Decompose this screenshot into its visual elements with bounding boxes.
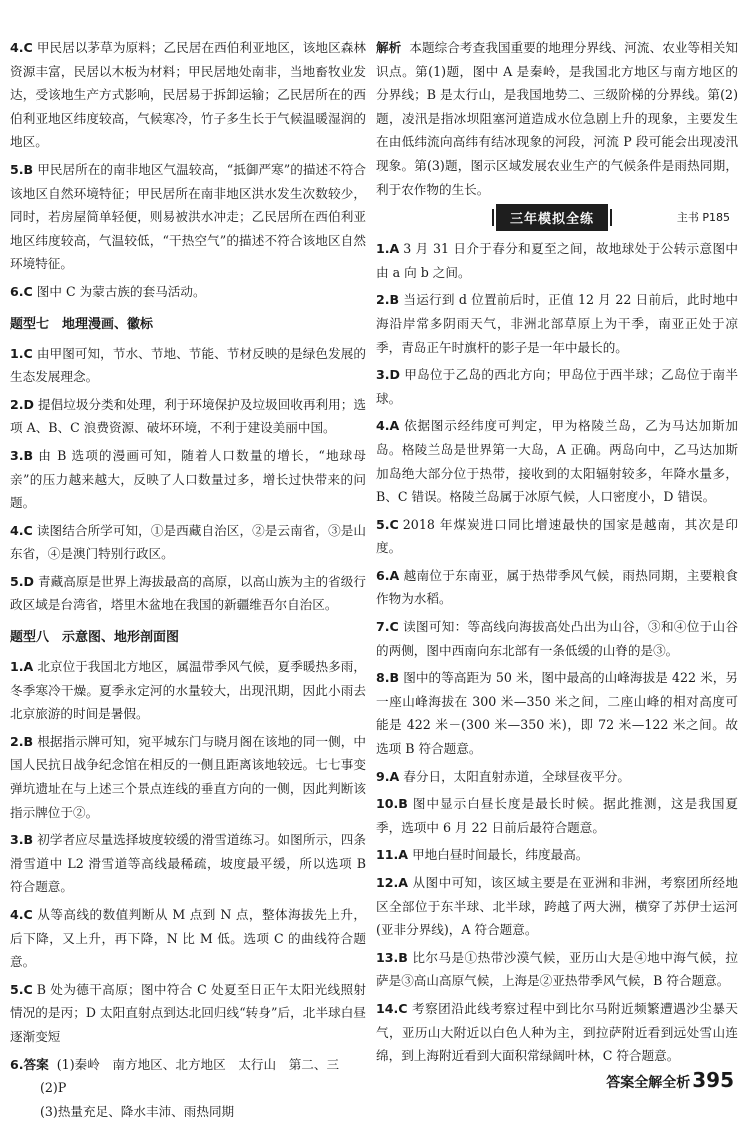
answer-number: 5.C — [10, 981, 33, 997]
answer-6 — [10, 1053, 366, 1124]
answer-line-1: (1)秦岭 南方地区、北方地区 太行山 第二、三 — [56, 1056, 340, 1072]
answer-number: 3.B — [10, 447, 34, 463]
answer-text: 根据指示牌可知，宛平城东门与晓月阁在该地的同一侧，中国人民抗日战争纪念馆在相反的一侧且距离该地较远。七七事变弹坑遗址在与上述三个景点连线的垂直方向的一侧，因此判断该指示牌位于②。 — [10, 733, 366, 820]
answer-number: 4.C — [10, 907, 33, 922]
answer-item — [10, 903, 366, 974]
answer-number: 6.A — [376, 567, 400, 583]
answer-number: 2.D — [10, 396, 35, 412]
answer-item — [376, 237, 738, 284]
answer-number: 3.B — [10, 832, 34, 848]
answer-item — [10, 570, 366, 617]
answer-item — [10, 444, 366, 515]
answer-text: 北京位于我国北方地区，属温带季风气候，夏季暖热多雨，冬季寒冷干燥。夏季永定河的水量较大，出现汛期，因此小雨去北京旅游的时间是暑假。 — [10, 659, 366, 722]
answer-item — [10, 978, 366, 1049]
answer-item — [10, 655, 366, 726]
analysis-label: 解析 — [376, 40, 402, 55]
answer-item — [376, 666, 738, 760]
answer-text: 比尔马是①热带沙漠气候，亚历山大是④地中海气候，拉萨是③高山高原气候，上海是②亚热带季风气候，B 符合题意。 — [376, 949, 738, 989]
section-banner: 三年模拟全练 — [496, 204, 608, 231]
section-title-8: 题型八 示意图、地形剖面图 — [10, 630, 180, 646]
answer-item — [10, 828, 366, 899]
answer-number: 8.B — [376, 670, 400, 686]
answer-number: 1.A — [376, 241, 400, 257]
answer-item — [376, 792, 738, 839]
answer-number: 13.B — [376, 949, 408, 965]
answer-number: 14.C — [376, 1000, 408, 1016]
answer-text: 由甲图可知，节水、节地、节能、节材反映的是绿色发展的生态发展理念。 — [10, 345, 366, 385]
answer-item — [376, 871, 738, 942]
answer-text: 从等高线的数值判断从 M 点到 N 点，整体海拔先上升，后下降，又上升，再下降，N 比 M 低。选项 C 的曲线符合题意。 — [10, 907, 366, 970]
answer-item — [376, 765, 738, 789]
answer-item — [10, 36, 366, 154]
analysis-block — [376, 36, 738, 201]
answer-number: 1.A — [10, 659, 34, 675]
answer-text: 甲地白昼时间最长，纬度最高。 — [412, 847, 589, 863]
answer-text: 3 月 31 日介于春分和夏至之间，故地球处于公转示意图中由 a 向 b 之间。 — [376, 241, 738, 280]
answer-text: 依据图示经纬度可判定，甲为格陵兰岛，乙为马达加斯加岛。格陵兰岛是世界第一大岛，A 正确。两岛向中，乙马达加斯加岛绝大部分位于热带，接收到的太阳辐射较多，年降水量多，B、C 错误。格陵兰岛属于冰原气候，人口密度小，D 错误。 — [376, 418, 738, 505]
analysis-text: 本题综合考查我国重要的地理分界线、河流、农业等相关知识点。第(1)题，图中 A 是秦岭，是我国北方地区与南方地区的分界线；B 是太行山，是我国地势二、三级阶梯的分界线。第(2)题，凌汛是指冰坝阻塞河道造成水位急剧上升的现象，主要发生在由低纬流向高纬有结冰现象的河段，河流 P 段可能会出现凌汛现象。第(3)题，图示区域发展农业生产的气候条件是雨热同期，利于农作物的生长。 — [376, 40, 739, 197]
answer-item — [376, 946, 738, 993]
answer-number: 2.B — [376, 292, 400, 308]
answer-number: 4.C — [10, 40, 33, 55]
answer-item — [376, 997, 738, 1068]
answer-line-2: (2)P — [40, 1080, 67, 1096]
answer-item — [10, 342, 366, 389]
answer-text: B 处为德干高原；图中符合 C 处夏至日正午太阳光线照射情况的是丙；D 太阳直射点到达北回归线“转身”后，北半球白昼逐渐变短 — [10, 981, 366, 1044]
page-footer — [606, 1068, 734, 1092]
answer-item — [10, 280, 366, 304]
answer-item — [376, 363, 738, 410]
answer-text: 图中显示白昼长度是最长时候。据此推测，这是我国夏季，选项中 6 月 22 日前后最符合题意。 — [376, 796, 738, 835]
answer-item — [376, 414, 738, 508]
left-column — [10, 36, 366, 1127]
answer-text: 初学者应尽量选择坡度较缓的滑雪道练习。如图所示，四条滑雪道中 L2 滑雪道等高线最稀疏，坡度最平缓，所以选项 B 符合题意。 — [10, 832, 366, 895]
answer-number: 4.A — [376, 418, 400, 434]
answer-text: 由 B 选项的漫画可知，随着人口数量的增长，“地球母亲”的压力越来越大，反映了人口数量过多，增长过快带来的问题。 — [10, 447, 366, 511]
answer-text: 越南位于东南亚，属于热带季风气候，雨热同期，主要粮食作物为水稻。 — [376, 567, 738, 607]
answer-item — [10, 519, 366, 566]
answer-item — [376, 615, 738, 662]
section-title-7: 题型七 地理漫画、徽标 — [10, 316, 154, 332]
reference-page: 主书 P185 — [676, 211, 730, 225]
answer-text: 从图中可知，该区域主要是在亚洲和非洲，考察团所经地区全部位于东半球、北半球，跨越了两大洲，横穿了苏伊士运河(亚非分界线)，A 符合题意。 — [376, 875, 738, 938]
answer-text: 读图结合所学可知，①是西藏自治区，②是云南省，③是山东省，④是澳门特别行政区。 — [10, 522, 366, 562]
answer-number: 9.A — [376, 768, 400, 784]
answer-text: 甲民居所在的南非地区气温较高，“抵御严寒”的描述不符合该地区自然环境特征；甲民居所在南非地区洪水发生次数较少，同时，若房屋简单轻便，则易被洪水冲走；乙民居所在西伯利亚地区纬度较高，气温较低，“干热空气”的描述不符合该地区自然环境特征。 — [10, 161, 366, 272]
answer-item — [10, 158, 366, 276]
answers-group-8 — [10, 655, 366, 1049]
answer-number: 6.答案 — [10, 1056, 49, 1072]
answer-text: 甲民居以茅草为原料；乙民居在西伯利亚地区，该地区森林资源丰富，民居以木板为材料；甲民居地处南非，当地畜牧业发达，受该地生产方式影响，民居易于拆卸运输；乙民居所在的西伯利亚地区纬度较高，气候寒冷，竹子多生长于气候温暖湿润的地区。 — [10, 40, 366, 150]
answer-number: 7.C — [376, 619, 399, 635]
answer-text: 春分日，太阳直射赤道，全球昼夜平分。 — [403, 768, 630, 784]
answer-item — [376, 564, 738, 611]
answer-number: 2.B — [10, 733, 34, 749]
answer-text: 青藏高原是世界上海拔最高的高原，以高山族为主的省级行政区域是台湾省，塔里木盆地在我国的新疆维吾尔自治区。 — [10, 573, 366, 613]
answers-group-top — [10, 36, 366, 304]
answer-text: 提倡垃圾分类和处理，利于环境保护及垃圾回收再利用；选项 A、B、C 浪费资源、破坏环境，不利于建设美丽中国。 — [10, 396, 366, 436]
answer-item — [10, 730, 366, 824]
answer-number: 6.C — [10, 283, 33, 299]
page-number: 395 — [692, 1068, 734, 1092]
answers-group-7 — [10, 342, 366, 618]
answer-item — [376, 513, 738, 560]
answer-number: 12.A — [376, 875, 409, 890]
answer-item — [10, 393, 366, 440]
answer-text: 图中 C 为蒙古族的套马活动。 — [36, 283, 206, 299]
answer-number: 5.B — [10, 161, 34, 177]
answer-text: 考察团沿此线考察过程中到比尔马附近频繁遭遇沙尘暴天气，亚历山大附近以白色人种为主，到拉萨附近看到远处雪山连绵，到上海附近看到大面积常绿阔叶林，C 符合题意。 — [376, 1000, 738, 1064]
answer-number: 3.D — [376, 367, 401, 383]
answer-number: 10.B — [376, 796, 408, 812]
footer-label: 答案全解全析 — [606, 1075, 691, 1091]
answer-text: 当运行到 d 位置前后时，正值 12 月 22 日前后，此时地中海沿岸常多阴雨天气，非洲北部草原上为干季，南亚正处于凉季，青岛正午时旗杆的影子是一年中最长的。 — [376, 292, 738, 355]
answer-item — [376, 288, 738, 359]
answer-text: 2018 年煤炭进口同比增速最快的国家是越南，其次是印度。 — [376, 516, 738, 556]
answer-item — [376, 843, 738, 867]
answer-number: 11.A — [376, 847, 409, 863]
section-banner-row — [376, 205, 738, 229]
answer-number: 5.D — [10, 573, 35, 589]
answer-line-3: (3)热量充足、降水丰沛、雨热同期 — [40, 1103, 235, 1119]
answer-number: 1.C — [10, 345, 33, 361]
answer-number: 5.C — [376, 516, 399, 532]
right-column — [376, 36, 738, 1072]
answers-group-right — [376, 237, 738, 1068]
answer-text: 甲岛位于乙岛的西北方向；甲岛位于西半球；乙岛位于南半球。 — [376, 367, 738, 406]
answer-text: 读图可知：等高线向海拔高处凸出为山谷，③和④位于山谷的两侧，图中西南向东北部有一条低缓的山脊的是③。 — [376, 619, 738, 658]
answer-text: 图中的等高距为 50 米，图中最高的山峰海拔是 422 米，另一座山峰海拔在 300 米—350 米之间，二座山峰的相对高度可能是 422 米－(300 米—350 米)，即 72 米—122 米之间。故选项 B 符合题意。 — [376, 670, 738, 757]
answer-number: 4.C — [10, 522, 33, 538]
